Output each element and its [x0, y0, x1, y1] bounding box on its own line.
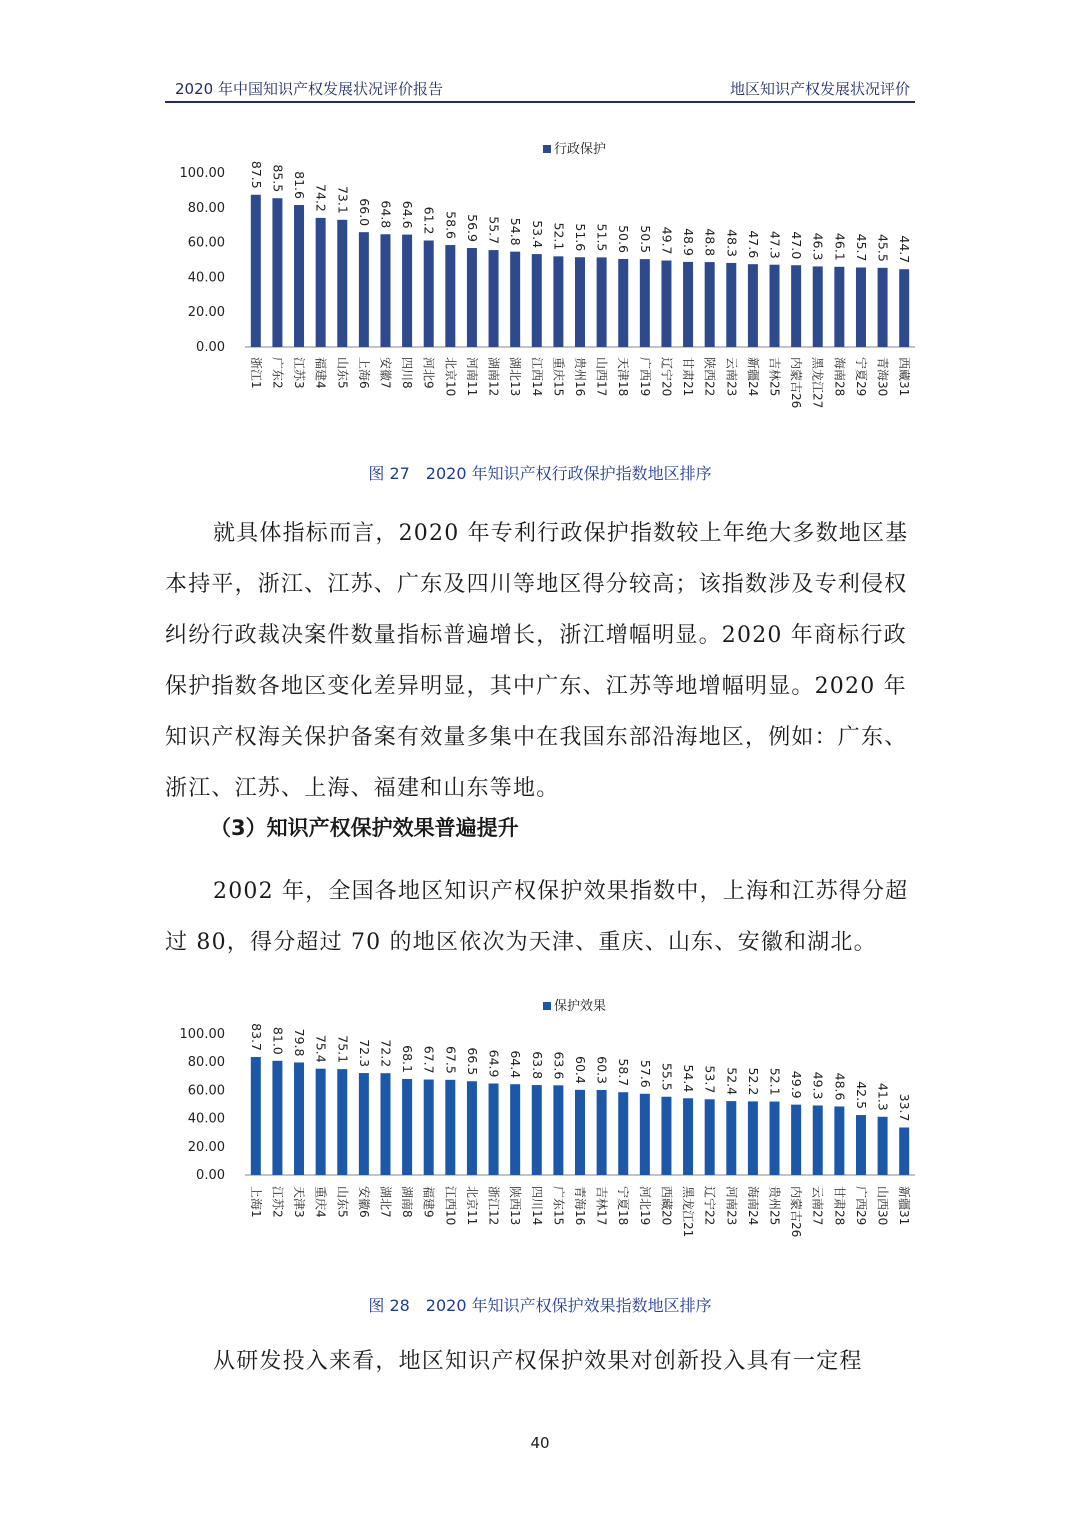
category-label: 重庆4 — [313, 1186, 328, 1218]
category-label: 内蒙古26 — [789, 357, 804, 409]
bar — [813, 1105, 823, 1175]
bar — [510, 1084, 520, 1175]
category-label: 陕西13 — [508, 1186, 523, 1226]
category-label: 福建9 — [421, 1186, 436, 1218]
bar — [726, 1101, 736, 1175]
y-tick-label: 40.00 — [187, 270, 225, 286]
data-label: 50.5 — [637, 225, 653, 254]
data-label: 51.6 — [573, 223, 588, 252]
category-label: 广东2 — [270, 357, 285, 389]
bar — [402, 235, 412, 347]
chart-legend — [543, 998, 606, 1014]
bar — [791, 1105, 801, 1175]
y-tick-label: 40.00 — [187, 1111, 225, 1127]
category-label: 湖北7 — [378, 1186, 393, 1218]
chart-admin-protection-svg — [160, 135, 920, 435]
data-label: 54.8 — [508, 217, 524, 246]
category-label: 山东5 — [335, 1186, 350, 1218]
y-tick-label: 60.00 — [187, 1083, 225, 1099]
chart-admin-protection — [160, 135, 920, 435]
header-report-title: 2020 年中国知识产权发展状况评价报告 — [175, 80, 443, 98]
category-label: 吉林17 — [594, 1186, 609, 1226]
data-label: 67.5 — [443, 1045, 459, 1074]
category-label: 湖南8 — [400, 1186, 415, 1218]
category-label: 宁夏18 — [616, 1186, 631, 1226]
category-label: 上海6 — [356, 357, 371, 389]
legend-swatch — [543, 145, 551, 153]
figure-27-caption: 图 27 2020 年知识产权行政保护指数地区排序 — [368, 464, 712, 483]
data-label: 87.5 — [248, 160, 264, 189]
category-label: 河南11 — [464, 357, 479, 397]
category-label: 陕西22 — [702, 357, 717, 397]
data-label: 66.5 — [464, 1047, 480, 1076]
data-label: 64.9 — [486, 1049, 502, 1078]
bar — [294, 1062, 304, 1175]
paragraph-protection-effect: 2002 年，全国各地区知识产权保护效果指数中，上海和江苏得分超过 80，得分超过 70 的地区依次为天津、重庆、山东、安徽和湖北。 — [165, 879, 909, 955]
category-label: 黑龙江21 — [681, 1186, 696, 1238]
bar — [813, 266, 823, 347]
chart-protection-effect — [160, 992, 920, 1252]
bar — [510, 252, 520, 347]
bar — [251, 1057, 261, 1175]
data-label: 49.3 — [810, 1071, 826, 1100]
data-label: 60.3 — [594, 1056, 610, 1084]
data-label: 51.5 — [594, 223, 610, 252]
y-tick-label: 20.00 — [187, 1139, 225, 1155]
category-label: 江苏3 — [292, 357, 307, 389]
bar — [467, 248, 477, 347]
category-label: 广西29 — [853, 1186, 868, 1226]
bar — [337, 1069, 347, 1175]
data-label: 63.8 — [529, 1051, 545, 1080]
data-label: 52.2 — [745, 1067, 761, 1096]
data-label: 50.6 — [616, 225, 632, 253]
data-label: 64.8 — [378, 200, 394, 229]
header-section-title: 地区知识产权发展状况评价 — [729, 80, 910, 98]
data-label: 75.4 — [313, 1034, 329, 1063]
data-label: 53.7 — [702, 1065, 718, 1094]
category-label: 甘肃28 — [832, 1186, 847, 1226]
data-label: 58.7 — [616, 1058, 632, 1087]
data-label: 49.9 — [789, 1070, 805, 1099]
data-label: 48.3 — [724, 229, 740, 257]
data-label: 81.0 — [270, 1026, 286, 1055]
category-label: 贵州25 — [767, 1186, 782, 1226]
y-tick-label: 100.00 — [179, 166, 225, 181]
category-label: 河南23 — [724, 1186, 739, 1226]
category-label: 辽宁22 — [702, 1186, 717, 1226]
data-label: 53.4 — [529, 220, 545, 249]
bar — [316, 218, 326, 347]
bar — [899, 1127, 909, 1175]
category-label: 广西19 — [637, 357, 652, 397]
data-label: 45.5 — [875, 233, 891, 262]
bar — [402, 1079, 412, 1175]
bar — [705, 1099, 715, 1175]
data-label: 44.7 — [897, 235, 913, 264]
bar — [683, 262, 693, 347]
bar — [575, 1090, 585, 1175]
category-label: 天津18 — [616, 357, 631, 397]
category-label: 北京11 — [464, 1186, 479, 1226]
category-label: 贵州16 — [573, 357, 587, 397]
data-label: 81.6 — [292, 171, 308, 200]
chart-legend — [543, 141, 606, 157]
data-label: 74.2 — [313, 184, 329, 212]
category-label: 重庆15 — [551, 357, 566, 397]
data-label: 33.7 — [897, 1093, 913, 1122]
bar — [705, 262, 715, 347]
bar — [661, 1097, 671, 1175]
bar — [467, 1081, 477, 1175]
data-label: 55.7 — [486, 216, 502, 245]
category-label: 海南28 — [832, 357, 847, 397]
bar — [640, 1094, 650, 1175]
bar — [618, 259, 628, 347]
paragraph-rd-investment: 从研发投入来看，地区知识产权保护效果对创新投入具有一定程 — [213, 1349, 863, 1374]
data-label: 47.3 — [767, 230, 783, 259]
bar — [878, 1117, 888, 1175]
category-label: 上海1 — [248, 1186, 263, 1218]
bar — [770, 265, 780, 347]
data-label: 47.6 — [745, 230, 761, 259]
bar — [640, 259, 650, 347]
category-label: 青海30 — [875, 357, 890, 397]
category-label: 浙江12 — [486, 1186, 501, 1226]
data-label: 56.9 — [464, 214, 480, 242]
y-tick-label: 60.00 — [187, 235, 225, 251]
category-label: 江西14 — [529, 357, 544, 397]
data-label: 63.6 — [551, 1051, 567, 1080]
bar — [359, 232, 369, 347]
data-label: 60.4 — [573, 1055, 588, 1084]
bar — [726, 263, 736, 347]
category-label: 青海16 — [573, 1186, 587, 1226]
bar — [791, 265, 801, 347]
category-label: 黑龙江27 — [810, 357, 825, 409]
category-label: 内蒙古26 — [789, 1186, 804, 1238]
category-label: 宁夏29 — [853, 357, 868, 397]
bar — [337, 220, 347, 347]
category-label: 山东5 — [335, 357, 350, 389]
category-label: 西藏31 — [897, 357, 912, 397]
legend-swatch — [543, 1002, 551, 1010]
category-label: 辽宁20 — [659, 357, 674, 397]
bar — [618, 1092, 628, 1175]
bar — [424, 1080, 434, 1175]
category-label: 四川8 — [400, 357, 415, 389]
bar — [553, 1085, 563, 1175]
chart-protection-effect-svg — [160, 992, 920, 1252]
bar — [856, 267, 866, 347]
category-label: 安徽7 — [378, 357, 393, 389]
bar — [359, 1073, 369, 1175]
bar — [553, 256, 563, 347]
data-label: 48.6 — [832, 1072, 848, 1101]
data-label: 58.6 — [443, 211, 459, 240]
data-label: 61.2 — [421, 206, 437, 235]
data-label: 85.5 — [270, 164, 286, 193]
y-tick-label: 80.00 — [187, 1055, 225, 1071]
bar — [489, 1083, 499, 1175]
y-tick-label: 80.00 — [187, 200, 225, 216]
bar — [899, 269, 909, 347]
category-label: 福建4 — [313, 357, 328, 389]
data-label: 52.1 — [551, 222, 567, 251]
data-label: 57.6 — [637, 1059, 653, 1088]
data-label: 52.4 — [724, 1067, 740, 1096]
data-label: 55.5 — [659, 1062, 675, 1091]
bar — [532, 1085, 542, 1175]
bar — [445, 1080, 455, 1175]
data-label: 72.3 — [356, 1039, 372, 1068]
bar — [575, 257, 585, 347]
page-number: 40 — [530, 1434, 550, 1452]
category-label: 吉林25 — [767, 357, 782, 397]
category-label: 云南27 — [810, 1186, 825, 1226]
data-label: 46.1 — [832, 232, 848, 261]
section-heading-3: （3）知识产权保护效果普遍提升 — [210, 816, 519, 840]
bar — [272, 1061, 282, 1175]
paragraph-admin-protection-detail: 就具体指标而言，2020 年专利行政保护指数较上年绝大多数地区基本持平，浙江、江苏、广东及四川等地区得分较高；该指数涉及专利侵权纠纷行政裁决案件数量指标普遍增长，浙江增幅明显。2020 年商标行政保护指数各地区变化差异明显，其中广东、江苏等地增幅明显。2020 年知识产权海关保护备案有效量多集中在我国东部沿海地区，例如：广东、浙江、江苏、上海、福建和山东等地。 — [165, 521, 909, 801]
category-label: 新疆31 — [897, 1186, 912, 1226]
category-label: 湖南12 — [486, 357, 501, 397]
data-label: 46.3 — [810, 232, 826, 261]
category-label: 河北19 — [637, 1186, 652, 1226]
category-label: 天津3 — [292, 1186, 307, 1218]
data-label: 64.4 — [508, 1050, 524, 1079]
bar — [856, 1115, 866, 1175]
data-label: 73.1 — [335, 185, 351, 214]
category-label: 江苏2 — [270, 1186, 285, 1218]
bar — [251, 195, 261, 347]
y-tick-label: 0.00 — [196, 1168, 225, 1183]
data-label: 45.7 — [853, 233, 869, 262]
bar — [770, 1102, 780, 1175]
category-label: 山西30 — [875, 1186, 890, 1226]
bar — [380, 234, 390, 347]
data-label: 48.8 — [702, 228, 718, 257]
data-label: 42.5 — [853, 1081, 869, 1110]
bar — [748, 1101, 758, 1175]
data-label: 54.4 — [681, 1064, 697, 1093]
category-label: 浙江1 — [248, 357, 263, 389]
bar — [316, 1069, 326, 1175]
category-label: 江西10 — [443, 1186, 458, 1226]
bar — [489, 250, 499, 347]
y-tick-label: 0.00 — [196, 340, 225, 355]
category-label: 甘肃21 — [681, 357, 696, 397]
category-label: 海南24 — [745, 1186, 760, 1226]
figure-28-caption: 图 28 2020 年知识产权保护效果指数地区排序 — [368, 1296, 712, 1315]
data-label: 49.7 — [659, 226, 675, 255]
data-label: 64.6 — [400, 200, 416, 229]
bar — [748, 264, 758, 347]
bar — [445, 245, 455, 347]
bar — [834, 1106, 844, 1175]
data-label: 52.1 — [767, 1067, 783, 1096]
category-label: 广东15 — [551, 1186, 566, 1226]
bar — [661, 261, 671, 347]
data-label: 41.3 — [875, 1082, 891, 1111]
category-label: 云南23 — [724, 357, 739, 397]
category-label: 湖北13 — [508, 357, 523, 397]
y-tick-label: 20.00 — [187, 305, 225, 321]
bar — [597, 257, 607, 347]
data-label: 67.7 — [421, 1045, 437, 1074]
data-label: 75.1 — [335, 1035, 351, 1064]
data-label: 48.9 — [681, 228, 697, 256]
data-label: 68.1 — [400, 1045, 416, 1073]
bar — [834, 267, 844, 347]
data-label: 66.0 — [356, 198, 372, 227]
category-label: 新疆24 — [745, 357, 760, 397]
legend-label: 行政保护 — [554, 142, 607, 157]
category-label: 河北9 — [421, 357, 436, 389]
bar — [424, 241, 434, 347]
data-label: 79.8 — [292, 1028, 308, 1057]
data-label: 72.2 — [378, 1039, 394, 1068]
category-label: 西藏20 — [659, 1186, 674, 1226]
bar — [683, 1098, 693, 1175]
bar — [380, 1073, 390, 1175]
category-label: 安徽6 — [356, 1186, 371, 1218]
category-label: 山西17 — [594, 357, 609, 397]
bar — [532, 254, 542, 347]
y-tick-label: 100.00 — [179, 1027, 225, 1042]
bar — [597, 1090, 607, 1175]
category-label: 四川14 — [529, 1186, 544, 1226]
header-rule — [165, 101, 915, 103]
category-label: 北京10 — [443, 357, 458, 397]
data-label: 47.0 — [789, 231, 805, 260]
legend-label: 保护效果 — [554, 999, 607, 1014]
data-label: 83.7 — [248, 1023, 264, 1051]
bar — [878, 268, 888, 347]
bar — [294, 205, 304, 347]
bar — [272, 198, 282, 347]
